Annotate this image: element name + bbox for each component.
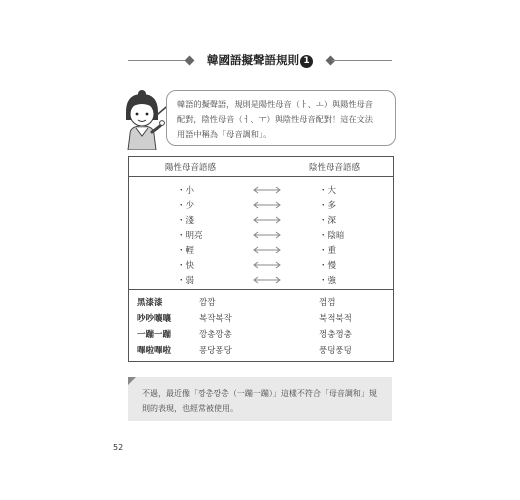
note-text bbox=[142, 386, 382, 416]
example-korean-positive: 깜깜 bbox=[199, 298, 216, 308]
bubble-line-3: 用語中稱為「母音調和」。 bbox=[177, 129, 272, 139]
example-row bbox=[129, 327, 393, 343]
page-title-text: 韓國語擬聲語規則 bbox=[207, 53, 299, 67]
example-korean-negative: 북적북적 bbox=[319, 314, 352, 324]
negative-word: ・深 bbox=[319, 216, 337, 226]
title-rule-right bbox=[332, 60, 392, 61]
note-line-2: 則的表現，也經常被使用。 bbox=[142, 404, 238, 413]
pair-row bbox=[129, 198, 393, 213]
example-row bbox=[129, 343, 393, 359]
positive-word: ・少 bbox=[177, 201, 195, 211]
title-banner bbox=[128, 48, 392, 74]
note-line-1: 不過，最近像「깡총깡총（一蹦一蹦）」這樣不符合「母音調和」規 bbox=[142, 389, 377, 398]
title-diamond-left bbox=[185, 56, 195, 66]
pair-row bbox=[129, 183, 393, 198]
vowel-harmony-table bbox=[128, 156, 394, 362]
header-negative: 陰性母音語感 bbox=[309, 163, 361, 173]
positive-word: ・小 bbox=[177, 186, 195, 196]
positive-word: ・快 bbox=[177, 261, 195, 271]
positive-word: ・淺 bbox=[177, 216, 195, 226]
pair-row bbox=[129, 258, 393, 273]
double-arrow-icon bbox=[253, 261, 281, 269]
double-arrow-icon bbox=[253, 216, 281, 224]
note-box bbox=[128, 377, 392, 421]
example-korean-negative: 풍덩풍덩 bbox=[319, 346, 352, 356]
pair-row bbox=[129, 228, 393, 243]
double-arrow-icon bbox=[253, 276, 281, 284]
double-arrow-icon bbox=[253, 186, 281, 194]
negative-word: ・陰暗 bbox=[319, 231, 345, 241]
double-arrow-icon bbox=[253, 246, 281, 254]
example-chinese: 黑漆漆 bbox=[137, 298, 163, 308]
page-number: 52 bbox=[113, 443, 124, 452]
double-arrow-icon bbox=[253, 231, 281, 239]
negative-word: ・慢 bbox=[319, 261, 337, 271]
negative-word: ・重 bbox=[319, 246, 337, 256]
example-korean-positive: 깡총깡총 bbox=[199, 330, 232, 340]
example-korean-negative: 껑충껑충 bbox=[319, 330, 352, 340]
table-divider bbox=[129, 289, 393, 290]
positive-word: ・輕 bbox=[177, 246, 195, 256]
table-header bbox=[129, 157, 393, 177]
example-korean-negative: 껌껌 bbox=[319, 298, 336, 308]
example-chinese: 一蹦一蹦 bbox=[137, 330, 172, 340]
title-number-badge: 1 bbox=[300, 55, 313, 68]
pair-row bbox=[129, 213, 393, 228]
page-title bbox=[198, 52, 322, 68]
note-corner-icon bbox=[128, 377, 136, 385]
negative-word: ・強 bbox=[319, 276, 337, 286]
example-row bbox=[129, 311, 393, 327]
example-row bbox=[129, 295, 393, 311]
example-chinese: 嗶啦嗶啦 bbox=[137, 346, 172, 356]
pair-row bbox=[129, 273, 393, 288]
title-rule-left bbox=[128, 60, 188, 61]
example-chinese: 吵吵嚷嚷 bbox=[137, 314, 172, 324]
example-korean-positive: 퐁당퐁당 bbox=[199, 346, 232, 356]
negative-word: ・大 bbox=[319, 186, 337, 196]
example-korean-positive: 복작복작 bbox=[199, 314, 232, 324]
header-positive: 陽性母音語感 bbox=[165, 163, 217, 173]
positive-word: ・弱 bbox=[177, 276, 195, 286]
bubble-text bbox=[177, 97, 387, 142]
pair-row bbox=[129, 243, 393, 258]
negative-word: ・多 bbox=[319, 201, 337, 211]
positive-word: ・明亮 bbox=[177, 231, 203, 241]
speech-bubble bbox=[166, 90, 396, 146]
bubble-line-2: 配對，陰性母音（ㅓ、ㅜ）與陰性母音配對！這在文法 bbox=[177, 114, 373, 124]
bubble-line-1: 韓語的擬聲語，規則是陽性母音（ㅏ、ㅗ）與陽性母音 bbox=[177, 99, 373, 109]
double-arrow-icon bbox=[253, 201, 281, 209]
